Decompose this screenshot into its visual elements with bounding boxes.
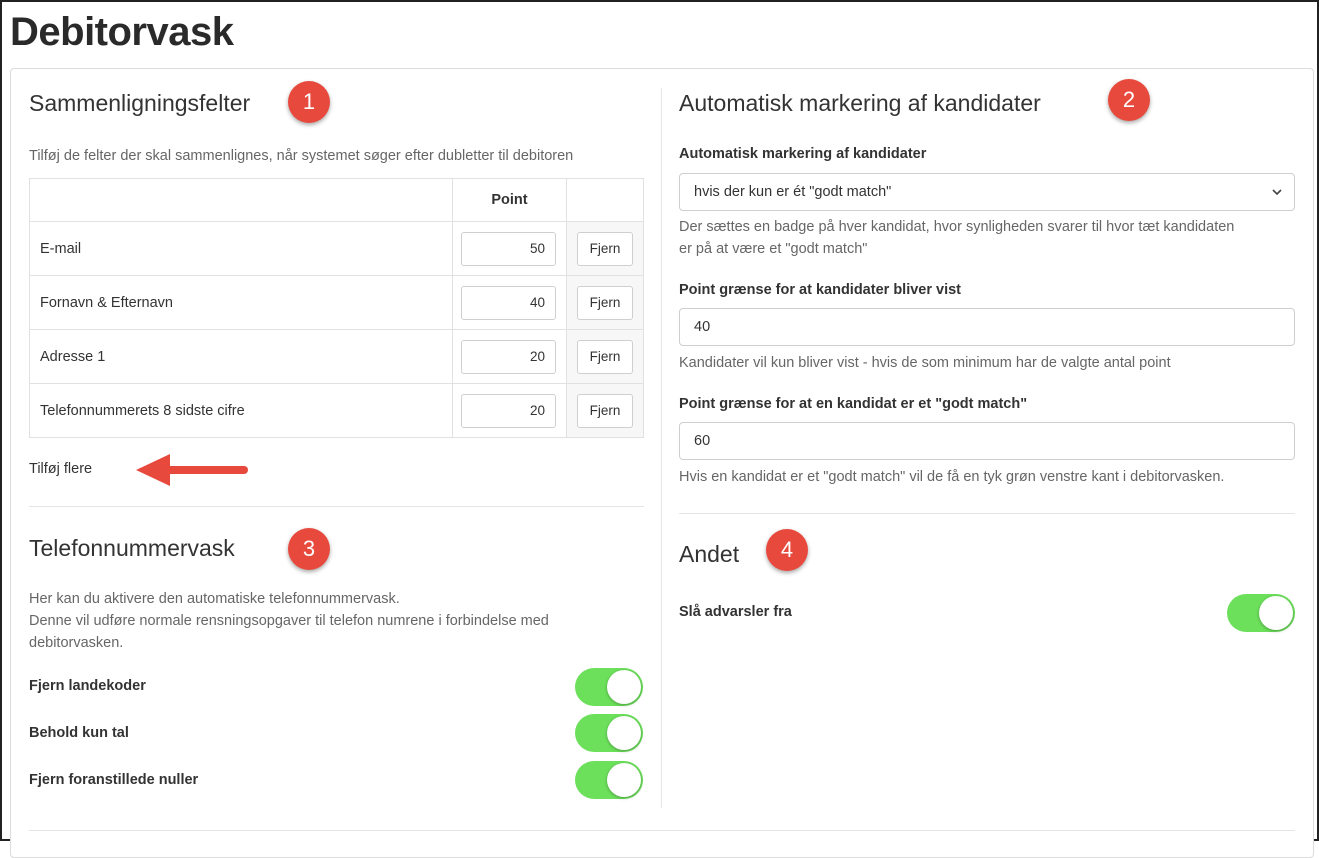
table-header-row <box>30 179 644 222</box>
phone-description-line1: Her kan du aktivere den automatiske telefonnummervask. <box>29 591 400 607</box>
bottom-divider <box>29 830 1295 831</box>
threshold-help: Kandidater vil kun bliver vist - hvis de som minimum har de valgte antal point <box>679 355 1171 371</box>
remove-field-button[interactable]: Fjern <box>577 394 633 428</box>
step-badge-1: 1 <box>288 81 330 123</box>
toggle-remove-country-codes[interactable] <box>575 668 643 706</box>
column-header-actions <box>567 179 644 222</box>
toggle-knob <box>607 763 641 797</box>
arrow-left-icon <box>130 450 250 494</box>
chevron-down-icon <box>1270 185 1284 199</box>
toggle-knob <box>607 670 641 704</box>
auto-mark-title: Automatisk markering af kandidater <box>679 90 1041 116</box>
auto-mark-help-line2: er på at være et "godt match" <box>679 241 868 257</box>
toggle-label-remove-leading-zeros: Fjern foranstillede nuller <box>29 772 199 788</box>
column-divider <box>661 88 662 808</box>
other-title: Andet <box>679 541 740 567</box>
step-badge-2: 2 <box>1108 79 1150 121</box>
remove-field-button[interactable]: Fjern <box>577 232 633 266</box>
page-title: Debitorvask <box>10 10 234 54</box>
toggle-knob <box>1259 596 1293 630</box>
threshold-input[interactable] <box>679 308 1295 346</box>
section-divider <box>679 513 1295 514</box>
field-name: Fornavn & Efternavn <box>30 276 453 330</box>
comparison-description: Tilføj de felter der skal sammenlignes, når systemet søger efter dubletter til debitoren <box>29 148 574 164</box>
toggle-disable-warnings[interactable] <box>1227 594 1295 632</box>
remove-field-button[interactable]: Fjern <box>577 286 633 320</box>
toggle-label-keep-only-digits: Behold kun tal <box>29 725 129 741</box>
toggle-label-remove-country-codes: Fjern landekoder <box>29 678 146 694</box>
toggle-keep-only-digits[interactable] <box>575 714 643 752</box>
field-name: Telefonnummerets 8 sidste cifre <box>30 384 453 438</box>
table-row <box>30 384 644 438</box>
step-badge-4: 4 <box>766 529 808 571</box>
auto-mark-help-line1: Der sættes en badge på hver kandidat, hvor synligheden svarer til hvor tæt kandidaten <box>679 219 1235 235</box>
phone-title: Telefonnummervask <box>29 535 235 561</box>
good-match-label: Point grænse for at en kandidat er et "godt match" <box>679 396 1028 412</box>
column-header-field <box>30 179 453 222</box>
auto-mark-select-value: hvis der kun er ét "godt match" <box>694 184 892 200</box>
table-row <box>30 276 644 330</box>
comparison-title: Sammenligningsfelter <box>29 90 251 116</box>
auto-mark-select-label: Automatisk markering af kandidater <box>679 146 927 162</box>
good-match-input[interactable] <box>679 422 1295 460</box>
threshold-label: Point grænse for at kandidater bliver vist <box>679 282 962 298</box>
table-row <box>30 222 644 276</box>
section-divider <box>29 506 644 507</box>
toggle-knob <box>607 716 641 750</box>
field-name: E-mail <box>30 222 453 276</box>
field-name: Adresse 1 <box>30 330 453 384</box>
toggle-label-disable-warnings: Slå advarsler fra <box>679 604 792 620</box>
remove-field-button[interactable]: Fjern <box>577 340 633 374</box>
add-more-link[interactable]: Tilføj flere <box>29 461 93 477</box>
points-input[interactable] <box>461 340 556 374</box>
table-row <box>30 330 644 384</box>
toggle-remove-leading-zeros[interactable] <box>575 761 643 799</box>
column-header-point: Point <box>453 179 567 222</box>
auto-mark-select[interactable] <box>679 173 1295 211</box>
phone-description-line3: debitorvasken. <box>29 635 124 651</box>
good-match-help: Hvis en kandidat er et "godt match" vil de få en tyk grøn venstre kant i debitorvasken. <box>679 469 1225 485</box>
phone-description-line2: Denne vil udføre normale rensningsopgaver til telefon numrene i forbindelse med <box>29 613 549 629</box>
comparison-table <box>29 178 644 438</box>
points-input[interactable] <box>461 394 556 428</box>
points-input[interactable] <box>461 232 556 266</box>
step-badge-3: 3 <box>288 528 330 570</box>
points-input[interactable] <box>461 286 556 320</box>
